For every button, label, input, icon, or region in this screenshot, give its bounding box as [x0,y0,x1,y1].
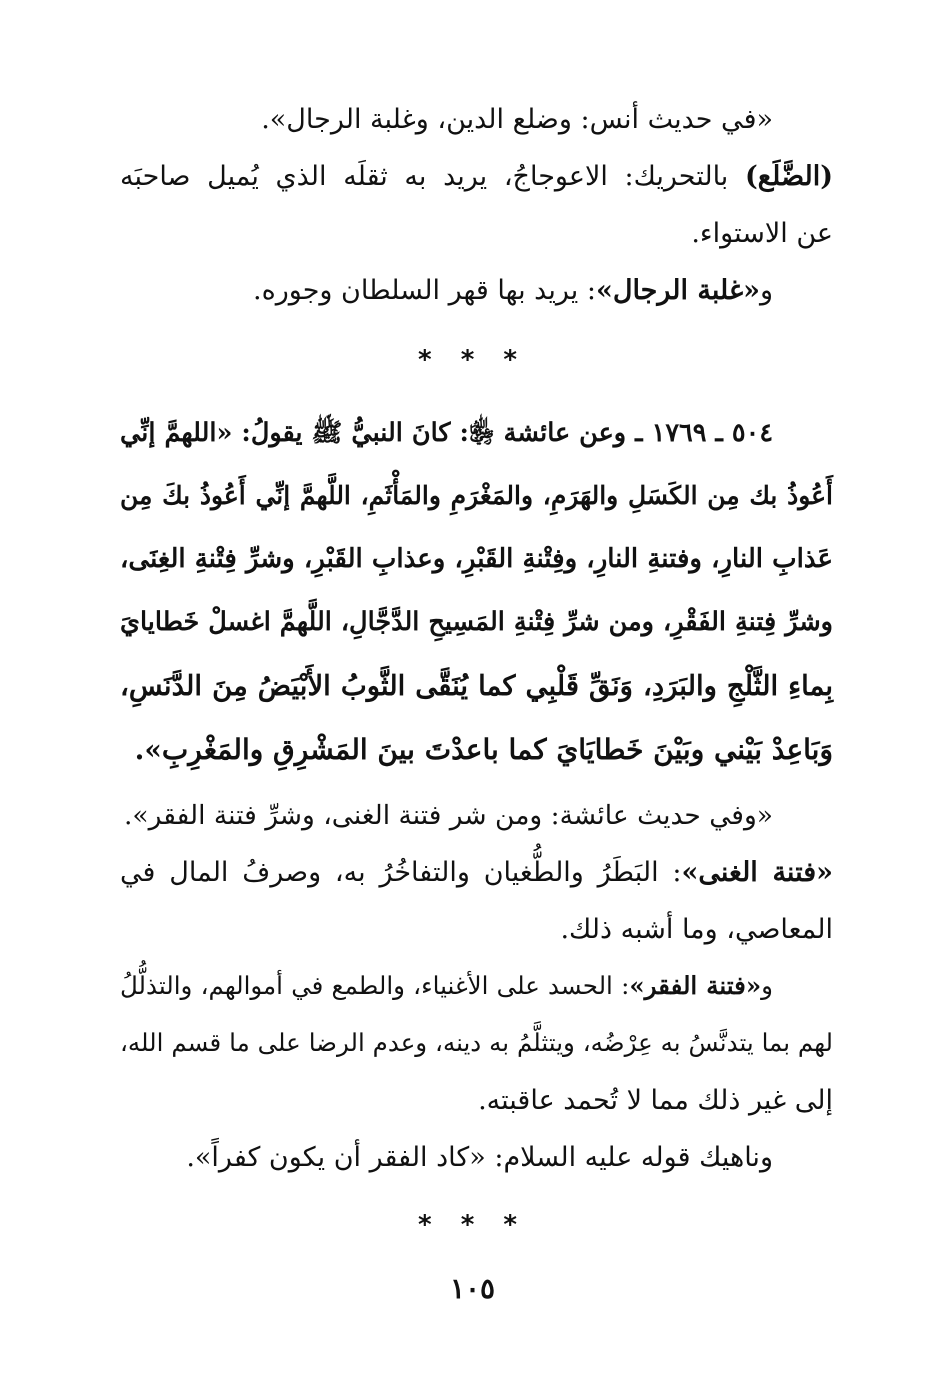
definition-text: : البَطَرُ والطُّغيان والتفاخُرُ به، وصرفُ المال في [120,857,682,888]
hadith-line: عَذابِ النارِ، وفتنةِ النارِ، وفِتْنةِ القَبْرِ، وعذابِ القَبْرِ، وشرِّ فِتْنةِ الغِنَى، [120,544,833,574]
section-separator: * * * [418,1210,527,1240]
text-line: إلى غير ذلك مما لا تُحمد عاقبته. [478,1085,833,1116]
definition-text: : الحسد على الأغنياء، والطمع في أموالهم، والتذلُّلُ [120,971,630,1000]
glossary-term: «غلبة الرجال» [595,275,760,306]
text-line [120,161,833,218]
explanation-block-1 [120,104,833,332]
glossary-term: (الضَّلَع) [744,161,833,192]
conjunction: و [761,971,773,1000]
hadith-line: وَبَاعِدْ بَيْني وبَيْنَ خَطايَايَ كما باعدْتَ بينَ المَشْرِقِ والمَغْرِبِ». [134,733,833,766]
hadith-line: ٥٠٤ ـ ١٧٦٩ ـ وعن عائشة ﵂: كانَ النبيُّ ﷺ يقولُ: «اللهمَّ إنِّي [120,418,774,448]
text-line: وناهيك قوله عليه السلام: «كاد الفقر أن يكون كفراً». [186,1142,773,1173]
text-line [120,971,833,1028]
text-line [120,857,833,914]
definition-text: بالتحريك: الاعوجاجُ، يريد به ثقلَه الذي يُميل صاحبَه [120,161,745,192]
text-line: عن الاستواء. [691,218,833,249]
hadith-line: بِماءِ الثَّلْجِ والبَرَدِ، وَنَقِّ قَلْبِي كما يُنَقَّى الثَّوبُ الأَبْيَضُ مِنَ الدَّنَسِ، [120,670,833,702]
explanation-block-2 [120,800,833,1199]
glossary-term: «فتنة الفقر» [629,971,762,1000]
definition-text: : يريد بها قهر السلطان وجوره. [253,275,596,306]
text-line [120,275,833,332]
hadith-block [120,418,833,796]
hadith-line: أَعُوذُ بك مِن الكَسَلِ والهَرَمِ، والمَغْرَمِ والمَأْثَمِ، اللَّهمَّ إنِّي أَعُوذُ بكَ مِن [120,481,833,510]
text-line: لهم بما يتدنَّسُ به عِرْضُه، ويتثلَّمُ به دينه، وعدم الرضا على ما قسم الله، [120,1028,833,1057]
text-line: المعاصي، وما أشبه ذلك. [560,914,833,945]
page-number: ١٠٥ [449,1272,496,1305]
section-separator: * * * [418,345,527,375]
glossary-term: «فتنة الغنى» [681,857,833,888]
text-line: «وفي حديث عائشة: ومن شر فتنة الغنى، وشرِّ فتنة الفقر». [123,800,773,831]
hadith-line: وشرِّ فِتنةِ الفَقْرِ، ومن شرِّ فِتْنةِ المَسِيحِ الدَّجَّالِ، اللَّهمَّ اغسلْ خَطايايَ [120,607,833,637]
text-line: «في حديث أنس: وضلع الدين، وغلبة الرجال». [261,104,773,135]
conjunction: و [759,275,773,306]
